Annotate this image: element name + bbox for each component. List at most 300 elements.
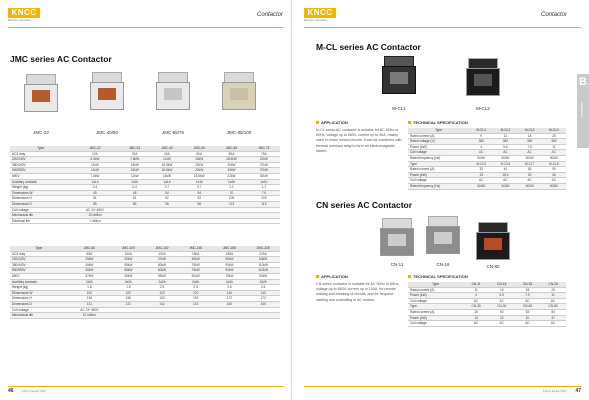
table-cell: 1.1 <box>215 185 247 191</box>
table-header-cell: JMC-22 <box>71 146 118 151</box>
table-header-cell: JMC-85 <box>67 246 111 251</box>
table-cell: 11 <box>540 293 566 299</box>
spec-table-mcl <box>408 128 566 190</box>
spec-table-lower <box>10 246 280 319</box>
table-row <box>10 313 280 319</box>
table-cell: 140 <box>246 290 280 296</box>
table-cell: 98 <box>183 201 215 207</box>
table-cell: 22kW <box>248 157 280 163</box>
product-caption: JMC-40/50 <box>95 130 118 135</box>
table-cell: 55kW <box>111 262 145 268</box>
table-cell: 60kW <box>145 262 179 268</box>
table-cell: Dimensions W <box>10 290 67 296</box>
table-cell: 15kW <box>183 157 215 163</box>
table-cell: 50 <box>489 309 515 315</box>
table-cell: Mechanical life <box>10 213 71 219</box>
table-cell: 153 <box>145 296 179 302</box>
table-cell: 172 <box>246 296 280 302</box>
table-cell: AC <box>542 178 566 184</box>
table-cell: 160 <box>213 301 247 307</box>
table-cell: 7.5kW <box>119 157 151 163</box>
table-cell: 90kW <box>213 268 247 274</box>
chapter-side-tab <box>577 74 589 148</box>
table-cell <box>215 218 247 224</box>
table-cell: 37 <box>540 315 566 321</box>
product-image <box>22 74 60 114</box>
table-cell: 98 <box>151 201 183 207</box>
table-cell: 55kW <box>145 273 179 279</box>
table-cell: 2a2b <box>179 279 213 285</box>
table-cell: 75A <box>248 151 280 157</box>
table-cell: M-CL6 <box>493 161 517 167</box>
header-title: Contactor <box>256 12 283 18</box>
table-cell: 75kW <box>179 262 213 268</box>
table-cell: 131 <box>67 301 111 307</box>
product-caption: JMC-85/100 <box>226 130 252 135</box>
table-cell: 380 <box>493 139 517 145</box>
table-cell: 1.8 <box>67 285 111 291</box>
table-cell: 2a2b <box>213 279 247 285</box>
brand-logo <box>8 8 40 22</box>
table-cell: 30 <box>515 315 541 321</box>
table-cell: AC <box>489 321 515 327</box>
table-cell: 0.7 <box>183 185 215 191</box>
table-cell: 5.5 <box>489 293 515 299</box>
table-cell: 113 <box>248 201 280 207</box>
table-cell: 131 <box>111 301 145 307</box>
table-cell: 11 <box>542 144 566 150</box>
table-cell: 32A <box>119 151 151 157</box>
table-cell: 70 <box>248 190 280 196</box>
table-cell: 65A <box>215 151 247 157</box>
table-cell: AC <box>493 178 517 184</box>
table-cell: 1a1b <box>71 179 118 185</box>
table-cell: 50/60 <box>469 155 493 161</box>
table-cell: 35 <box>463 309 489 315</box>
table-cell: Dimensions D <box>10 301 67 307</box>
footer-text: KNCC ELECTRIC <box>542 389 567 393</box>
table-cell: 3.6 <box>246 285 280 291</box>
table-cell: 15 <box>469 172 493 178</box>
table-cell: 22 <box>489 315 515 321</box>
table-cell: Type <box>408 304 463 310</box>
left-page <box>0 0 292 400</box>
table-cell: 9 <box>469 133 493 139</box>
table-cell: 60kW <box>145 268 179 274</box>
table-cell: 92 <box>151 196 183 202</box>
table-cell: Rated current (A) <box>408 133 469 139</box>
table-cell: AC <box>515 321 541 327</box>
table-cell: 25 <box>542 133 566 139</box>
logo-mark: KNCC <box>304 8 336 18</box>
table-cell: CN-35 <box>463 304 489 310</box>
table-cell: 100 <box>111 290 145 296</box>
table-cell: 220/240V <box>10 157 71 163</box>
table-cell: 22kW <box>183 162 215 168</box>
table-cell: 22A <box>71 151 118 157</box>
table-cell: 15kW <box>151 173 183 179</box>
table-cell: 50/60 <box>542 183 566 189</box>
table-cell: Weight (kg) <box>10 285 67 291</box>
table-cell: 100A <box>111 251 145 257</box>
table-header-cell: M-CL1 <box>469 128 493 133</box>
page-footer <box>8 386 283 394</box>
table-cell: AC <box>515 298 541 304</box>
table-cell <box>119 218 151 224</box>
table-cell: 500/550V <box>10 168 71 174</box>
table-cell: 80 <box>540 309 566 315</box>
table-header-cell: JMC-65 <box>215 146 247 151</box>
table-cell: 63kW <box>246 257 280 263</box>
table-cell: Dimensions H <box>10 296 67 302</box>
table-cell: 50/60 <box>493 183 517 189</box>
table-cell: Coil voltage <box>408 150 469 156</box>
table-cell: 32 <box>469 167 493 173</box>
table-cell: AC3 duty <box>10 251 67 257</box>
table-cell: AC <box>463 321 489 327</box>
table-cell: 136 <box>111 296 145 302</box>
table-cell: Coil voltage <box>408 298 463 304</box>
table-row <box>408 183 566 189</box>
table-cell: 1a1b <box>215 179 247 185</box>
table-header-cell: Type <box>10 246 67 251</box>
table-cell: 380/440V <box>10 162 71 168</box>
tech-spec-heading: TECHNICAL SPECIFICATION <box>408 274 468 279</box>
table-header-cell: CN-16 <box>489 282 515 287</box>
table-cell: 15 <box>463 315 489 321</box>
table-header-cell: JMC-32 <box>119 146 151 151</box>
brand-logo <box>304 8 336 22</box>
table-cell: 30kW <box>111 257 145 263</box>
product-image <box>88 72 126 112</box>
table-cell: 18.5kW <box>183 173 215 179</box>
table-cell: 85 <box>119 201 151 207</box>
product-caption: JMC-22 <box>33 130 49 135</box>
table-cell: 4 <box>463 293 489 299</box>
table-cell: Auxiliary contacts <box>10 279 67 285</box>
page-header <box>8 6 283 28</box>
table-cell: 50/60 <box>542 155 566 161</box>
table-cell: 690V <box>10 273 67 279</box>
table-cell: 22kW <box>183 168 215 174</box>
table-cell: AC 24~480V <box>67 307 111 313</box>
table-cell: Coil voltage <box>10 207 71 213</box>
table-header-cell: JMC-75 <box>248 146 280 151</box>
table-cell: 172 <box>213 296 247 302</box>
table-cell: 500/550V <box>10 268 67 274</box>
application-heading: APPLICATION <box>316 120 348 125</box>
table-cell: 37kW <box>248 162 280 168</box>
table-cell: 81 <box>71 196 118 202</box>
table-cell: 109 <box>248 196 280 202</box>
table-cell: 380/440V <box>10 262 67 268</box>
spec-table-cn <box>408 282 566 327</box>
table-cell: 120 <box>179 290 213 296</box>
table-cell: 40A <box>151 151 183 157</box>
product-image <box>424 216 462 256</box>
product-image <box>474 222 512 262</box>
table-cell: 12 <box>493 133 517 139</box>
tech-spec-heading: TECHNICAL SPECIFICATION <box>408 120 468 125</box>
table-cell: M-CL5 <box>469 161 493 167</box>
table-cell: Weight (kg) <box>10 185 71 191</box>
table-cell: 75kW <box>179 268 213 274</box>
page-number: 47 <box>575 388 581 394</box>
table-cell: 30kW <box>215 162 247 168</box>
table-cell: 130A <box>145 251 179 257</box>
table-cell: 50/60 <box>493 155 517 161</box>
table-cell: Rated current (A) <box>408 167 469 173</box>
table-header-cell: CN-11 <box>463 282 489 287</box>
table-cell: Coil voltage <box>10 307 67 313</box>
table-cell <box>213 313 247 319</box>
table-cell: 40 <box>493 167 517 173</box>
spec-table-upper <box>10 146 280 224</box>
table-cell: 153 <box>179 296 213 302</box>
table-cell: AC <box>540 321 566 327</box>
table-cell: 45kW <box>179 257 213 263</box>
table-cell: 25kW <box>67 257 111 263</box>
table-cell: 1.8 <box>111 285 145 291</box>
table-cell: 142 <box>145 301 179 307</box>
table-cell: 185A <box>213 251 247 257</box>
product-image <box>220 72 258 112</box>
table-cell: 225A <box>246 251 280 257</box>
table-header-cell: M-CL4 <box>542 128 566 133</box>
table-cell: 90kW <box>213 262 247 268</box>
table-cell: 220/240V <box>10 257 67 263</box>
table-cell: 0.7 <box>151 185 183 191</box>
table-cell: 45kW <box>67 262 111 268</box>
table-cell <box>246 313 280 319</box>
product-caption: M-CL2 <box>476 106 490 111</box>
table-cell: 136 <box>67 296 111 302</box>
table-cell: Power (kW) <box>408 144 469 150</box>
table-cell: 45 <box>119 190 151 196</box>
table-cell: 55kW <box>111 268 145 274</box>
application-text: M-CL series AC contactor is suitable for AC 50Hz or 60Hz, voltage up to 660V, current up to 95A, mainly used in motor control circuits. It can be combined with thermal overload relay to form an electromagnetic starter. <box>316 128 402 153</box>
table-cell <box>145 313 179 319</box>
table-cell: 18.5kW <box>215 157 247 163</box>
table-cell: 120 <box>145 290 179 296</box>
chapter-letter: B <box>579 76 587 88</box>
table-cell: Coil voltage <box>408 321 463 327</box>
product-caption: M-CL1 <box>392 106 406 111</box>
table-cell: AC 24~480V <box>71 207 118 213</box>
table-header-cell: Type <box>408 128 469 133</box>
table-cell: 5.5kW <box>71 157 118 163</box>
table-cell: 11 <box>463 287 489 293</box>
table-cell: 54 <box>151 190 183 196</box>
table-cell: 75kW <box>213 273 247 279</box>
application-heading: APPLICATION <box>316 274 348 279</box>
table-cell <box>183 218 215 224</box>
table-cell: 50/60 <box>518 183 542 189</box>
page-header <box>304 6 581 28</box>
table-cell: 30kW <box>248 173 280 179</box>
product-caption: JMC-65/75 <box>161 130 184 135</box>
table-cell: 2.5 <box>179 285 213 291</box>
table-cell: 37kW <box>67 273 111 279</box>
table-cell: 2a2b <box>246 279 280 285</box>
table-cell: Power (kW) <box>408 315 463 321</box>
header-title: Contactor <box>540 12 567 18</box>
table-cell: 92 <box>183 196 215 202</box>
table-cell: 11kW <box>119 173 151 179</box>
logo-subtitle: Electric Company <box>8 18 32 22</box>
product-caption: CN-11 <box>390 262 404 267</box>
table-cell: M-CL7 <box>518 161 542 167</box>
table-cell: Dimensions D <box>10 201 71 207</box>
product-image <box>154 72 192 112</box>
table-row <box>408 321 566 327</box>
table-header-cell: CN-18 <box>515 282 541 287</box>
table-header-cell: JMC-40 <box>151 146 183 151</box>
table-cell: Power (kW) <box>408 172 469 178</box>
table-cell: 113 <box>215 201 247 207</box>
table-cell: Type <box>408 161 469 167</box>
page-footer <box>304 386 581 394</box>
table-cell <box>111 313 145 319</box>
table-header-cell: JMC-50 <box>183 146 215 151</box>
product-image <box>464 58 502 98</box>
table-cell: 4 <box>469 144 493 150</box>
table-cell: Dimensions W <box>10 190 71 196</box>
table-cell: 2a2b <box>145 279 179 285</box>
table-cell: 1.1 <box>248 185 280 191</box>
table-cell: 65 <box>515 309 541 315</box>
product-caption: CN-80 <box>486 264 500 269</box>
table-header-cell: M-CL3 <box>518 128 542 133</box>
table-header-cell: CN-25 <box>540 282 566 287</box>
page-number: 46 <box>8 388 14 394</box>
table-cell: 18.5kW <box>151 168 183 174</box>
table-cell: 7.5 <box>515 293 541 299</box>
application-text: CN series contactor is suitable for AC 50Hz or 60Hz, voltage up to 660V, current up to 100A, for remote making and breaking of circuits, and for frequent starting and controlling of AC motors. <box>316 282 400 302</box>
table-cell: 2.5 <box>145 285 179 291</box>
logo-mark: KNCC <box>8 8 40 18</box>
table-cell: 85A <box>67 251 111 257</box>
table-cell: 45kW <box>111 273 145 279</box>
table-cell: Rated current (A) <box>408 309 463 315</box>
table-cell: 1 million <box>71 218 118 224</box>
table-cell: 0.4 <box>71 185 118 191</box>
table-cell: AC <box>540 298 566 304</box>
table-header-cell: Type <box>408 282 463 287</box>
table-cell: 3.6 <box>213 285 247 291</box>
table-cell: 142 <box>179 301 213 307</box>
table-cell: Rated frequency (Hz) <box>408 183 469 189</box>
table-cell: 65 <box>518 167 542 173</box>
table-cell: 1a1b <box>119 179 151 185</box>
table-cell: AC <box>469 150 493 156</box>
table-cell: 380 <box>469 139 493 145</box>
table-cell: 110kW <box>246 262 280 268</box>
table-cell: 30 <box>518 172 542 178</box>
table-cell: 160 <box>246 301 280 307</box>
table-cell: 10 million <box>71 213 118 219</box>
table-cell: 18.5kW <box>151 162 183 168</box>
table-cell: 22kW <box>215 173 247 179</box>
table-cell <box>248 218 280 224</box>
table-cell: 50/60 <box>469 183 493 189</box>
table-cell: 81 <box>119 196 151 202</box>
table-cell: 15kW <box>119 168 151 174</box>
product-image <box>378 218 416 258</box>
table-header-cell: JMC-100 <box>111 246 145 251</box>
table-cell: Coil voltage <box>408 178 469 184</box>
table-cell: 25 <box>540 287 566 293</box>
table-header-cell: Type <box>10 146 71 151</box>
table-cell: Rated current (A) <box>408 287 463 293</box>
table-row <box>10 218 280 224</box>
table-cell: Auxiliary contacts <box>10 179 71 185</box>
table-cell: 1a1b <box>248 179 280 185</box>
table-cell: 90kW <box>246 273 280 279</box>
table-cell: 16 <box>489 287 515 293</box>
section-title: CN series AC Contactor <box>316 200 413 210</box>
table-cell: CN-50 <box>489 304 515 310</box>
table-cell: 0.4 <box>119 185 151 191</box>
table-header-cell: JMC-185 <box>213 246 247 251</box>
table-cell: Electrical life <box>10 218 71 224</box>
table-cell: 11kW <box>151 157 183 163</box>
chapter-label: Contactor <box>580 102 584 118</box>
table-cell: 55kW <box>213 257 247 263</box>
table-cell: Mechanical life <box>10 313 67 319</box>
table-cell: 7.5kW <box>71 173 118 179</box>
table-cell <box>151 218 183 224</box>
table-cell: 18 <box>518 133 542 139</box>
logo-subtitle: Electric Company <box>304 18 328 22</box>
footer-text: KNCC ELECTRIC <box>22 389 47 393</box>
table-cell: CN-65 <box>515 304 541 310</box>
table-cell: 1a1b <box>151 179 183 185</box>
table-cell: Rated voltage (V) <box>408 139 469 145</box>
table-cell: M-CL8 <box>542 161 566 167</box>
table-cell: Power (kW) <box>408 293 463 299</box>
table-cell: AC <box>518 150 542 156</box>
table-cell: 95 <box>542 167 566 173</box>
table-cell: 110kW <box>246 268 280 274</box>
table-cell: 50A <box>183 151 215 157</box>
table-cell: AC <box>493 150 517 156</box>
table-cell: 140 <box>213 290 247 296</box>
table-cell: 85 <box>71 201 118 207</box>
table-cell: Dimensions H <box>10 196 71 202</box>
table-cell: 2a2b <box>67 279 111 285</box>
table-cell: 7.5 <box>518 144 542 150</box>
table-cell: AC <box>518 178 542 184</box>
table-cell: 30kW <box>215 168 247 174</box>
table-cell: 380 <box>542 139 566 145</box>
table-cell: 11kW <box>71 168 118 174</box>
table-cell: AC <box>469 178 493 184</box>
table-cell: 45 <box>71 190 118 196</box>
table-cell: 37kW <box>145 257 179 263</box>
table-cell: 15kW <box>119 162 151 168</box>
table-cell: 109 <box>215 196 247 202</box>
table-cell: 37kW <box>248 168 280 174</box>
product-caption: CN-16 <box>436 262 450 267</box>
table-cell: 11kW <box>71 162 118 168</box>
table-cell: 54 <box>183 190 215 196</box>
table-cell: 1a1b <box>183 179 215 185</box>
table-cell: 2a2b <box>111 279 145 285</box>
table-header-cell: JMC-130 <box>145 246 179 251</box>
table-cell: 5.5 <box>493 144 517 150</box>
product-image <box>380 56 418 96</box>
